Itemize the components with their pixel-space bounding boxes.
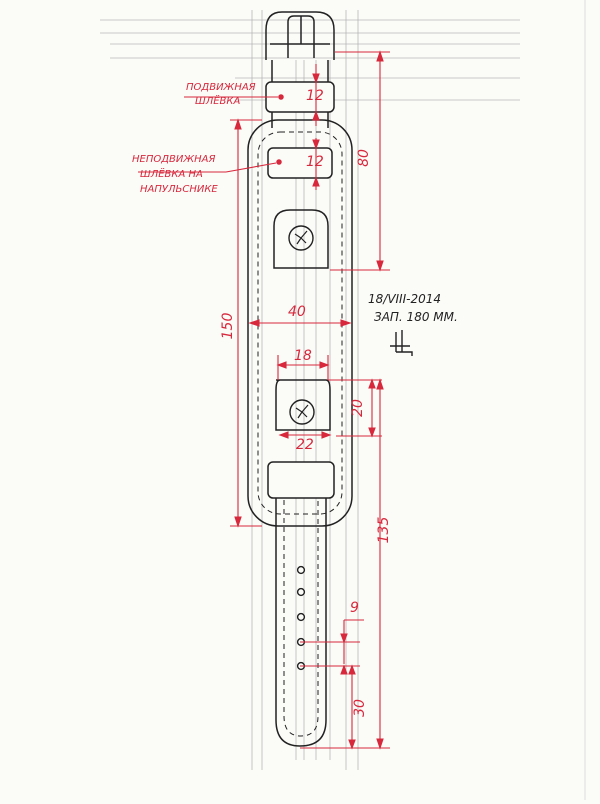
construction-lines (100, 10, 520, 770)
hole (298, 589, 305, 596)
dim-hole-gap: 9 (350, 600, 359, 616)
signature-mark (390, 330, 412, 356)
dim-hole-pitch: 30 (352, 699, 368, 717)
drawing-date: 18/VIII-2014 (368, 292, 442, 306)
dim-upper-length: 80 (356, 149, 372, 167)
dim-window-width: 18 (294, 348, 312, 364)
buckle-icon (270, 16, 330, 58)
dim-pad-length: 150 (220, 312, 236, 340)
lower-window (276, 380, 330, 430)
fixed-loop-label-line2: ШЛЁВКА НА (140, 169, 203, 180)
dim-loop-width-top: 12 (306, 88, 324, 104)
movable-loop-label-line1: ПОДВИЖНАЯ (186, 82, 256, 93)
hole (298, 567, 305, 574)
drawing-order-note: ЗАП. 180 ММ. (374, 310, 458, 324)
hole (298, 614, 305, 621)
strap-holes (298, 567, 305, 670)
dim-screw-spacing: 22 (296, 437, 314, 453)
fixed-loop-label-line1: НЕПОДВИЖНАЯ (132, 154, 216, 165)
tail-strap (276, 498, 326, 746)
dim-tail-length: 135 (376, 516, 392, 544)
dim-window-height: 20 (350, 399, 366, 417)
movable-loop-label-line2: ШЛЁВКА (195, 96, 241, 107)
tail-keeper (268, 462, 334, 498)
upper-window (274, 210, 328, 268)
dim-pad-width: 40 (288, 304, 306, 320)
fixed-loop-label-line3: НАПУЛЬСНИКЕ (140, 184, 218, 195)
dim-loop-width-fixed: 12 (306, 154, 324, 170)
